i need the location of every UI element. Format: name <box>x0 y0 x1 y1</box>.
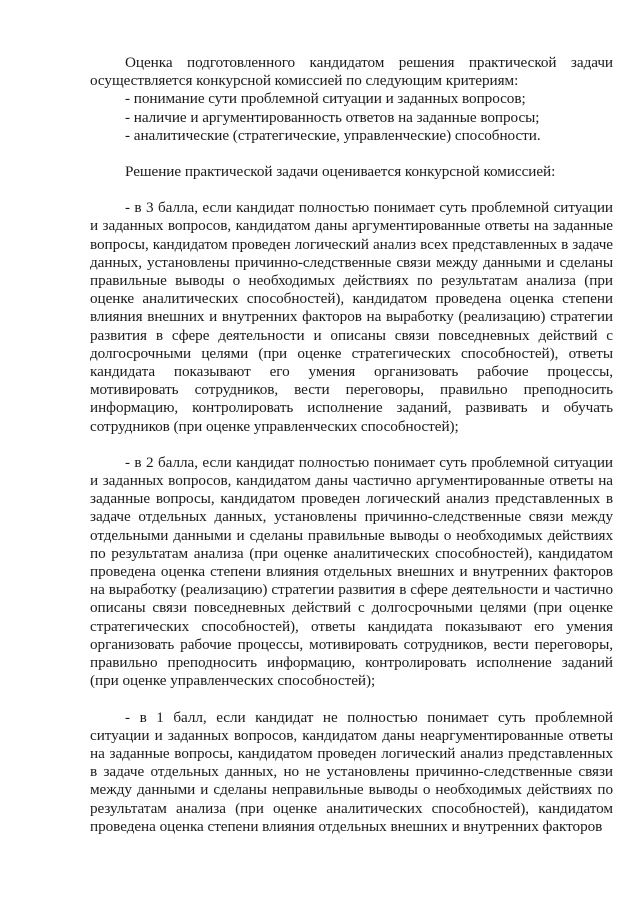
intro-paragraph: Оценка подготовленного кандидатом решения практической задачи осуществляется конкурсной комиссией по следующим критериям: <box>90 54 613 90</box>
document-page <box>90 54 613 836</box>
criterion-understanding: - понимание сути проблемной ситуации и заданных вопросов; <box>125 90 526 108</box>
score-1-paragraph: - в 1 балл, если кандидат не полностью понимает суть проблемной ситуации и заданных вопросов, кандидатом даны неаргументированные ответы на заданные вопросы, кандидатом проведен логический анализ представленных в задаче отдельных данных, но не установлены причинно-следственные связи между данными и сделаны неправильные выводы о необходимых действиях по результатам анализа (при оценке аналитических способностей), кандидатом проведена оценка степени влияния отдельных внешних и внутренних факторов <box>90 708 613 835</box>
criterion-abilities: - аналитические (стратегические, управленческие) способности. <box>125 126 541 144</box>
score-2-paragraph: - в 2 балла, если кандидат полностью понимает суть проблемной ситуации и заданных вопросов, кандидатом даны частично аргументированные ответы на заданные вопросы, кандидатом проведен логический анализ представленных в задаче отдельных данных, установлены причинно-следственные связи между отдельными данными и сделаны правильные выводы о необходимых действиях по результатам анализа (при оценке аналитических способностей), кандидатом проведена оценка степени влияния отдельных внешних и внутренних факторов на выработку (реализацию) стратегии развития в сфере деятельности и частично описаны связи повседневных действий с долгосрочными целями (при оценке стратегических способностей), ответы кандидата показывают его умения организовать рабочие процессы, мотивировать сотрудников, вести переговоры, правильно преподносить информацию, контролировать исполнение заданий (при оценке управленческих способностей); <box>90 453 613 690</box>
score-3-paragraph: - в 3 балла, если кандидат полностью понимает суть проблемной ситуации и заданных вопросов, кандидатом даны аргументированные ответы на заданные вопросы, кандидатом проведен логический анализ всех представленных в задаче данных, установлены причинно-следственные связи между данными и сделаны правильные выводы о необходимых действиях по результатам анализа (при оценке аналитических способностей), кандидатом проведена оценка степени влияния внешних и внутренних факторов на выработку (реализацию) стратегии развития в сфере деятельности и описаны связи повседневных действий с долгосрочными целями (при оценке стратегических способностей), ответы кандидата показывают его умения организовать рабочие процессы, мотивировать сотрудников, вести переговоры, правильно преподносить информацию, контролировать исполнение заданий, развивать и обучать сотрудников (при оценке управленческих способностей); <box>90 199 613 435</box>
criterion-argumentation: - наличие и аргументированность ответов на заданные вопросы; <box>125 108 540 126</box>
evaluation-intro-paragraph: Решение практической задачи оценивается конкурсной комиссией: <box>125 163 556 181</box>
